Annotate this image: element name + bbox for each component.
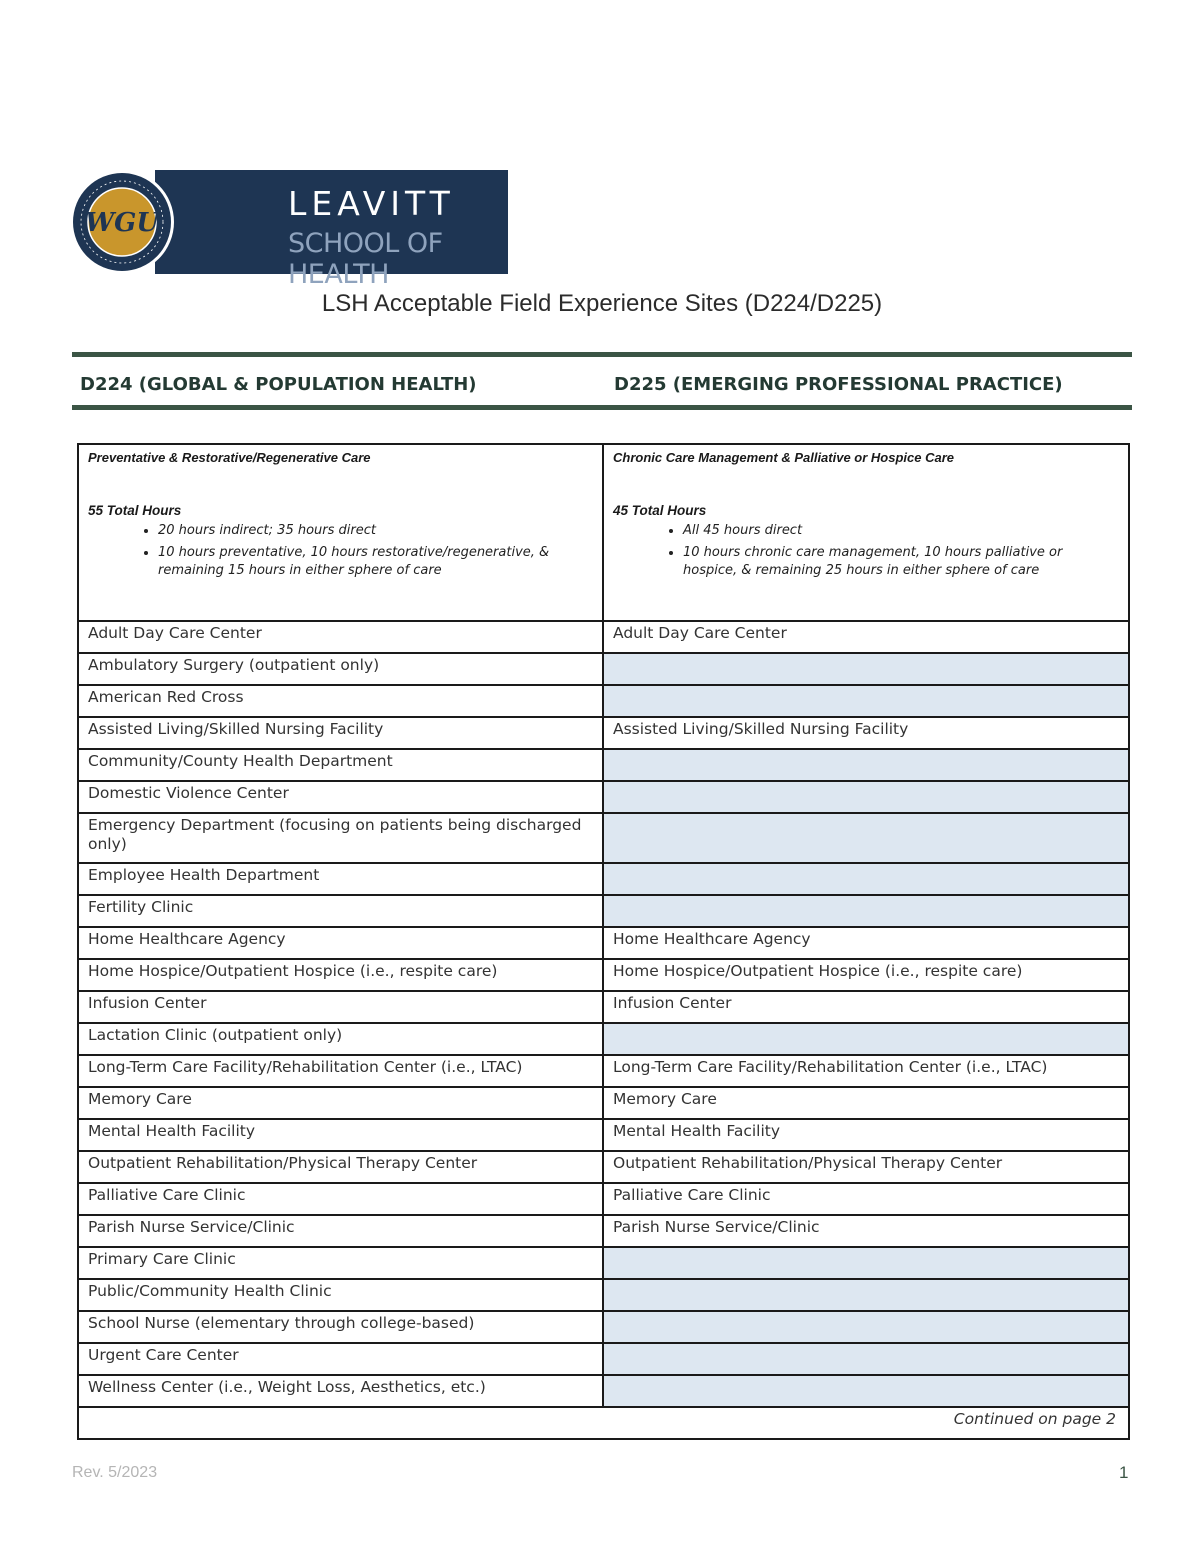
d225-site-cell: Home Hospice/Outpatient Hospice (i.e., respite care)	[603, 959, 1129, 991]
d224-site-cell: Primary Care Clinic	[78, 1247, 603, 1279]
table-row	[78, 1023, 1129, 1055]
d224-care-type: Preventative & Restorative/Regenerative Care	[88, 450, 371, 465]
table-row	[78, 685, 1129, 717]
table-row	[78, 1215, 1129, 1247]
table-row	[78, 621, 1129, 653]
table-row	[78, 1247, 1129, 1279]
d225-site-cell	[603, 749, 1129, 781]
d225-total-hours: 45 Total Hours	[613, 503, 707, 518]
d225-site-cell: Memory Care	[603, 1087, 1129, 1119]
course-header-band	[72, 352, 1132, 410]
d225-site-cell: Palliative Care Clinic	[603, 1183, 1129, 1215]
d224-heading: D224 (GLOBAL & POPULATION HEALTH)	[80, 374, 477, 395]
page-title: LSH Acceptable Field Experience Sites (D224/D225)	[321, 290, 883, 317]
table-row	[78, 717, 1129, 749]
table-row	[78, 927, 1129, 959]
d224-site-cell: Mental Health Facility	[78, 1119, 603, 1151]
table-row	[78, 653, 1129, 685]
d224-site-cell: Employee Health Department	[78, 863, 603, 895]
d225-site-cell	[603, 863, 1129, 895]
table-row	[78, 1279, 1129, 1311]
continued-note: Continued on page 2	[78, 1407, 1129, 1439]
d224-site-cell: Memory Care	[78, 1087, 603, 1119]
table-row	[78, 991, 1129, 1023]
d225-site-cell	[603, 1375, 1129, 1407]
d224-site-cell: Assisted Living/Skilled Nursing Facility	[78, 717, 603, 749]
d224-site-cell: Wellness Center (i.e., Weight Loss, Aesthetics, etc.)	[78, 1375, 603, 1407]
d225-site-cell	[603, 1279, 1129, 1311]
d224-info-cell	[78, 444, 603, 621]
d225-site-cell: Parish Nurse Service/Clinic	[603, 1215, 1129, 1247]
svg-text:WGU: WGU	[84, 208, 160, 238]
table-row	[78, 1087, 1129, 1119]
d225-site-cell: Long-Term Care Facility/Rehabilitation Center (i.e., LTAC)	[603, 1055, 1129, 1087]
d225-site-cell: Outpatient Rehabilitation/Physical Therapy Center	[603, 1151, 1129, 1183]
d224-site-cell: Lactation Clinic (outpatient only)	[78, 1023, 603, 1055]
sites-table	[77, 443, 1130, 1440]
table-row	[78, 1055, 1129, 1087]
revision-date: Rev. 5/2023	[72, 1464, 158, 1481]
d225-hours-list	[613, 522, 1119, 580]
wgu-seal-icon	[70, 170, 174, 274]
d225-site-cell	[603, 1247, 1129, 1279]
d225-heading: D225 (EMERGING PROFESSIONAL PRACTICE)	[614, 374, 1063, 395]
list-item: • 10 hours chronic care management, 10 hours palliative or hospice, & remaining 25 hours in either sphere of care	[683, 544, 1119, 580]
d225-care-type: Chronic Care Management & Palliative or Hospice Care	[613, 450, 954, 465]
d224-site-cell: Palliative Care Clinic	[78, 1183, 603, 1215]
list-item: • 20 hours indirect; 35 hours direct	[158, 522, 593, 540]
d225-site-cell	[603, 895, 1129, 927]
table-row	[78, 959, 1129, 991]
table-row	[78, 1151, 1129, 1183]
d225-site-cell	[603, 1343, 1129, 1375]
logo-banner	[155, 170, 508, 290]
d225-site-cell	[603, 1023, 1129, 1055]
logo-line2: SCHOOL OF HEALTH	[288, 228, 443, 290]
d224-site-cell: Adult Day Care Center	[78, 621, 603, 653]
page-number: 1	[1119, 1463, 1129, 1482]
table-row	[78, 863, 1129, 895]
list-item: • All 45 hours direct	[683, 522, 1119, 540]
d225-site-cell: Mental Health Facility	[603, 1119, 1129, 1151]
continued-row	[78, 1407, 1129, 1439]
table-row	[78, 813, 1129, 863]
table-row	[78, 1343, 1129, 1375]
d225-site-cell: Infusion Center	[603, 991, 1129, 1023]
d225-site-cell: Adult Day Care Center	[603, 621, 1129, 653]
table-row	[78, 895, 1129, 927]
list-item: • 10 hours preventative, 10 hours restorative/regenerative, & remaining 15 hours in either sphere of care	[158, 544, 593, 580]
d224-site-cell: American Red Cross	[78, 685, 603, 717]
table-row	[78, 1311, 1129, 1343]
table-row	[78, 749, 1129, 781]
leavitt-logo	[70, 170, 508, 290]
d225-site-cell	[603, 1311, 1129, 1343]
d224-site-cell: Home Hospice/Outpatient Hospice (i.e., respite care)	[78, 959, 603, 991]
table-row	[78, 781, 1129, 813]
d224-site-cell: Domestic Violence Center	[78, 781, 603, 813]
d225-info-cell	[603, 444, 1129, 621]
d224-site-cell: Urgent Care Center	[78, 1343, 603, 1375]
table-row	[78, 1183, 1129, 1215]
d225-site-cell	[603, 781, 1129, 813]
d225-site-cell	[603, 685, 1129, 717]
d225-site-cell	[603, 653, 1129, 685]
d224-site-cell: Infusion Center	[78, 991, 603, 1023]
d224-site-cell: School Nurse (elementary through college-based)	[78, 1311, 603, 1343]
table-row	[78, 1375, 1129, 1407]
d225-site-cell	[603, 813, 1129, 863]
d224-site-cell: Emergency Department (focusing on patients being discharged only)	[78, 813, 603, 863]
d224-site-cell: Public/Community Health Clinic	[78, 1279, 603, 1311]
d224-total-hours: 55 Total Hours	[88, 503, 182, 518]
d225-site-cell: Home Healthcare Agency	[603, 927, 1129, 959]
info-row	[78, 444, 1129, 621]
d224-hours-list	[88, 522, 593, 580]
d224-site-cell: Outpatient Rehabilitation/Physical Therapy Center	[78, 1151, 603, 1183]
d224-site-cell: Ambulatory Surgery (outpatient only)	[78, 653, 603, 685]
table-row	[78, 1119, 1129, 1151]
d225-site-cell: Assisted Living/Skilled Nursing Facility	[603, 717, 1129, 749]
logo-line1: LEAVITT	[288, 184, 455, 223]
d224-site-cell: Home Healthcare Agency	[78, 927, 603, 959]
d224-site-cell: Long-Term Care Facility/Rehabilitation Center (i.e., LTAC)	[78, 1055, 603, 1087]
d224-site-cell: Community/County Health Department	[78, 749, 603, 781]
d224-site-cell: Fertility Clinic	[78, 895, 603, 927]
d224-site-cell: Parish Nurse Service/Clinic	[78, 1215, 603, 1247]
